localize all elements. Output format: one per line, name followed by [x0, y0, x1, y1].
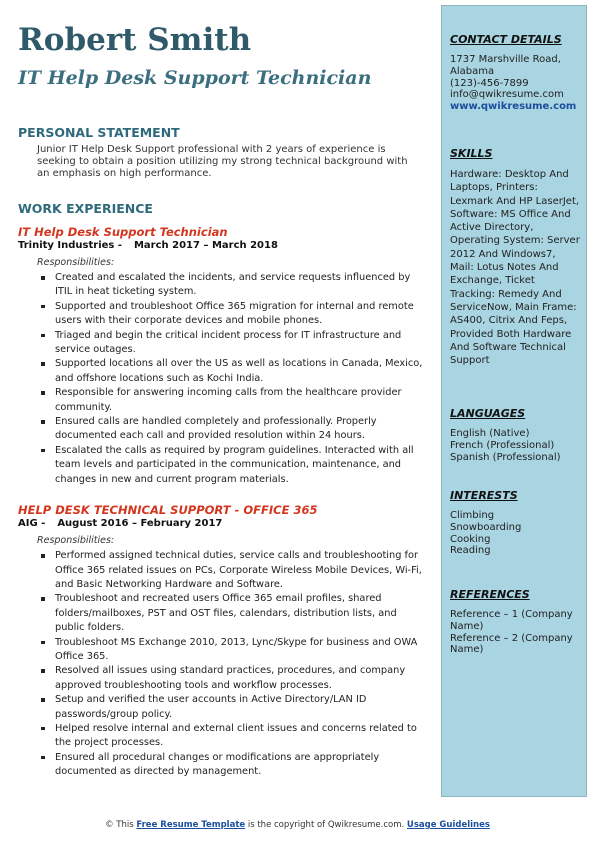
candidate-name: Robert Smith: [18, 22, 252, 58]
main-column: [18, 20, 423, 780]
list-item: Resolved all issues using standard practices, procedures, and company approved troubleshooting tools and workflow processes.: [55, 664, 423, 693]
free-resume-template-link[interactable]: Free Resume Template: [136, 820, 246, 830]
list-item: Performed assigned technical duties, service calls and troubleshooting for Office 365 related issues on PCs, Corporate Wireless Mobile Devices, Wi-Fi, and Basic Networking Hardware and Software.: [55, 549, 423, 592]
responsibilities-label: Responsibilities:: [37, 535, 115, 547]
list-item: Spanish (Professional): [450, 451, 561, 463]
candidate-title: IT Help Desk Support Technician: [18, 67, 372, 89]
list-item: Ensured all procedural changes or modifications are appropriately documented as directed by management.: [55, 751, 423, 780]
job-dates: March 2017 – March 2018: [133, 240, 278, 251]
list-item: Triaged and begin the critical incident process for IT infrastructure and service outages.: [55, 329, 423, 358]
list-item: Reference – 2 (Company Name): [450, 632, 573, 656]
footer-copyright-text: is the copyright of Qwikresume.com.: [247, 820, 405, 830]
job-role: HELP DESK TECHNICAL SUPPORT - OFFICE 365: [18, 503, 318, 518]
work-experience-heading: WORK EXPERIENCE: [18, 201, 153, 216]
contact-section: [450, 33, 582, 113]
sidebar: [441, 5, 587, 797]
job-company-dates: [18, 239, 423, 252]
job-company-dates: [18, 517, 423, 530]
responsibilities-list: [18, 271, 423, 487]
languages-section: [450, 407, 582, 463]
list-item: Supported and troubleshoot Office 365 migration for internal and remote users with their corporate devices and mobile phones.: [55, 300, 423, 329]
job-entry: [18, 225, 423, 487]
list-item: Cooking: [450, 533, 491, 545]
list-item: Escalated the calls as required by program guidelines. Interacted with all team levels and participated in the communication, maintenance, and changes in new and current program materials.: [55, 444, 423, 487]
list-item: Snowboarding: [450, 521, 522, 533]
list-item: Ensured calls are handled completely and professionally. Properly documented each call and provided resolution within 24 hours.: [55, 415, 423, 444]
references-section: [450, 588, 582, 656]
skills-text: Hardware: Desktop And Laptops, Printers: Lexmark And HP LaserJet, Software: MS Office And Active Directory, Operating System: Server 2012 And Windows7, Mail: Lotus Notes And Exchange, Ticket Tracking: Remedy And ServiceNow, Main Frame: AS400, Citrix And Feps, Provided Both Hardware And Software Technical Support: [450, 169, 580, 367]
job-company: Trinity Industries -: [18, 240, 122, 251]
contact-heading: CONTACT DETAILS: [450, 33, 562, 46]
contact-address-2: Alabama: [450, 65, 495, 77]
contact-phone: (123)-456-7899: [450, 77, 529, 89]
interests-section: [450, 489, 582, 557]
list-item: Responsible for answering incoming calls from the healthcare provider community.: [55, 386, 423, 415]
personal-statement-heading: PERSONAL STATEMENT: [18, 125, 180, 140]
skills-section: [450, 147, 582, 367]
list-item: Troubleshoot MS Exchange 2010, 2013, Lync/Skype for business and OWA Office 365.: [55, 636, 423, 665]
list-item: Created and escalated the incidents, and service requests influenced by ITIL in heat ticketing system.: [55, 271, 423, 300]
footer: [0, 820, 595, 830]
references-heading: REFERENCES: [450, 588, 530, 601]
skills-heading: SKILLS: [450, 147, 493, 160]
job-role: IT Help Desk Support Technician: [18, 225, 228, 239]
interests-heading: INTERESTS: [450, 489, 518, 502]
list-item: French (Professional): [450, 439, 555, 451]
contact-website-link[interactable]: www.qwikresume.com: [450, 101, 577, 113]
responsibilities-list: [18, 549, 423, 780]
list-item: Setup and verified the user accounts in Active Directory/LAN ID passwords/group policy.: [55, 693, 423, 722]
footer-prefix: © This: [105, 820, 134, 830]
job-entry: [18, 503, 423, 780]
contact-address-1: 1737 Marshville Road,: [450, 54, 561, 65]
list-item: Supported locations all over the US as well as locations in Canada, Mexico, and offshore locations such as Kochi India.: [55, 357, 423, 386]
list-item: Troubleshoot and recreated users Office 365 email profiles, shared folders/mailboxes, PST and OST files, calendars, distribution lists, and public folders.: [55, 592, 423, 635]
contact-email[interactable]: info@qwikresume.com: [450, 89, 564, 101]
usage-guidelines-link[interactable]: Usage Guidelines: [406, 820, 490, 830]
list-item: Reading: [450, 545, 491, 557]
list-item: Reference – 1 (Company Name): [450, 609, 573, 632]
job-dates: August 2016 – February 2017: [57, 518, 223, 530]
languages-heading: LANGUAGES: [450, 407, 526, 420]
list-item: English (Native): [450, 428, 530, 439]
list-item: Helped resolve internal and external client issues and concerns related to the project processes.: [55, 722, 423, 751]
list-item: Climbing: [450, 510, 495, 521]
job-company: AIG -: [18, 518, 46, 530]
personal-statement-text: Junior IT Help Desk Support professional with 2 years of experience is seeking to obtain a position utilizing my strong technical background with an emphasis on high performance.: [37, 144, 408, 179]
responsibilities-label: Responsibilities:: [37, 257, 115, 268]
